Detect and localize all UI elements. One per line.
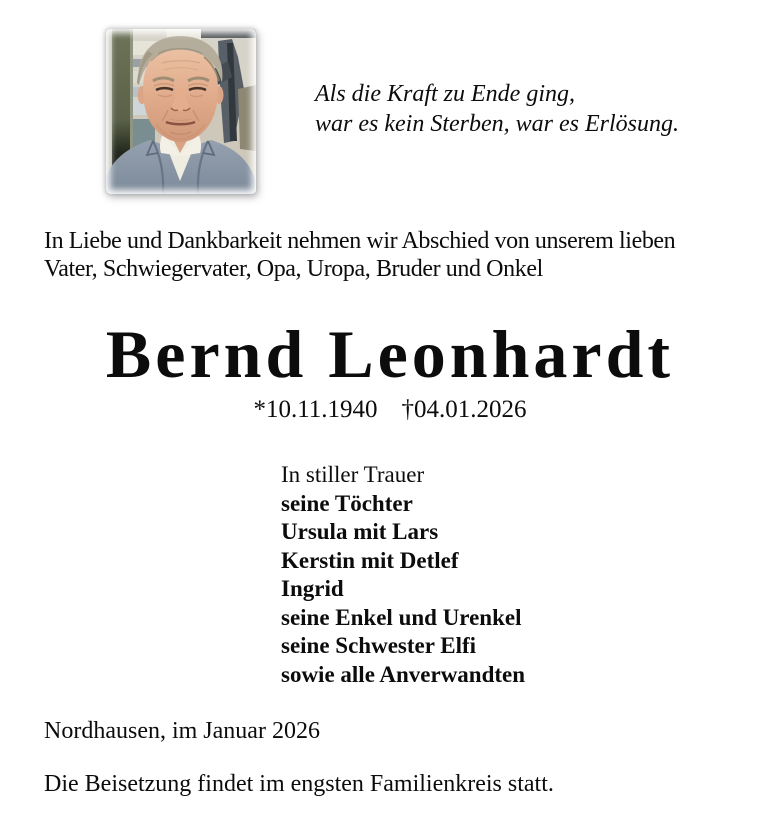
farewell-line-2: Vater, Schwiegervater, Opa, Uropa, Bruder und Onkel [44,255,543,282]
portrait-illustration [106,29,256,194]
mourner-line: Ursula mit Lars [281,519,439,544]
epitaph-line-1: Als die Kraft zu Ende ging, [315,81,575,107]
mourner-line: seine Töchter [281,490,413,516]
mourner-line: seine Enkel und Urenkel [281,604,522,630]
birth-date: *10.11.1940 [253,396,378,423]
mourners-lead: In stiller Trauer [281,462,425,487]
farewell-line-1: In Liebe und Dankbarkeit nehmen wir Abschied von unserem lieben [44,228,676,254]
epitaph-quote [315,79,679,139]
life-dates [0,395,780,425]
portrait-photo [106,29,256,194]
mourner-line: Kerstin mit Detlef [281,547,459,573]
deceased-name: Bernd Leonhardt [105,316,675,392]
mourner-line: seine Schwester Elfi [281,633,477,658]
epitaph-line-2: war es kein Sterben, war es Erlösung. [315,111,679,137]
death-date: †04.01.2026 [401,396,527,423]
mourners-block [281,461,525,689]
mourner-line: Ingrid [281,576,344,601]
farewell-text [44,228,675,283]
mourner-line: sowie alle Anverwandten [281,661,526,687]
place-date-line: Nordhausen, im Januar 2026 [44,718,320,744]
funeral-note: Die Beisetzung findet im engsten Familienkreis statt. [44,771,554,797]
